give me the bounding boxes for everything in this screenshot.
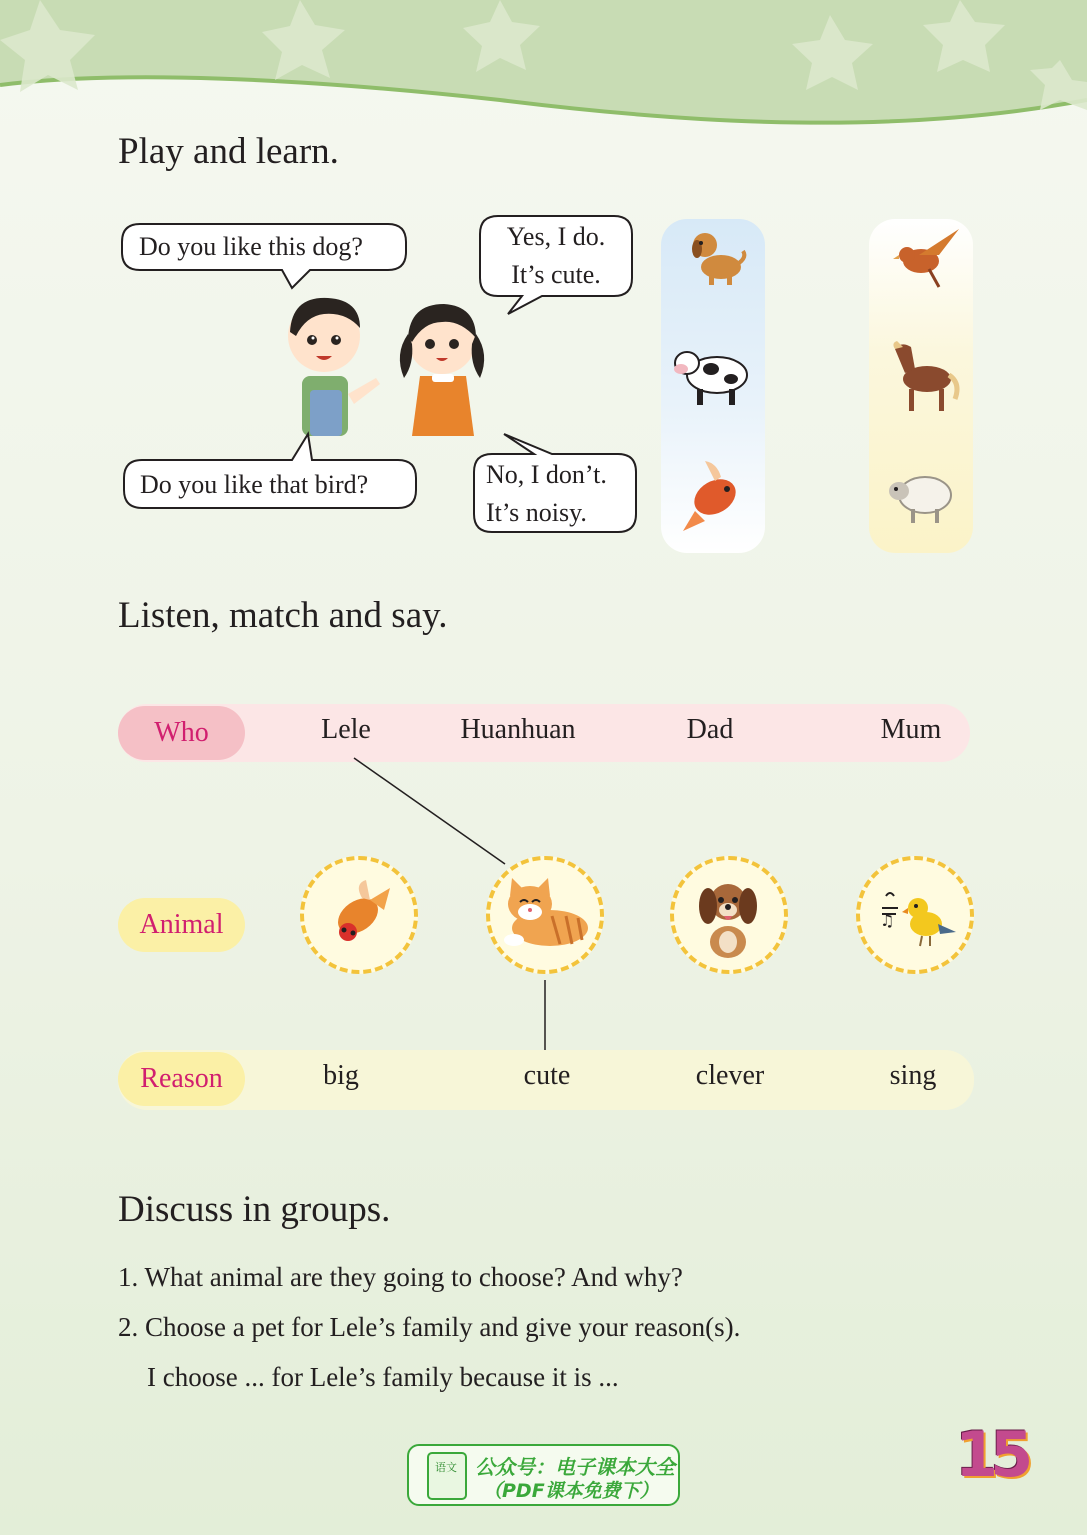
bubble-1-text: Do you like this dog? [139,232,363,261]
animal-label: Animal [118,898,245,952]
bubble-2-line2: It’s cute. [511,260,601,289]
reason-big: big [323,1060,359,1091]
who-huanhuan: Huanhuan [460,714,576,745]
bubble-2-line1: Yes, I do. [506,222,606,251]
reason-clever: clever [695,1060,765,1091]
reason-label: Reason [118,1052,245,1106]
footer-badge [407,1444,680,1506]
question-1: 1. What animal are they going to choose? And why? [118,1262,683,1292]
section-title-play: Play and learn. [118,131,339,172]
section-title-listen: Listen, match and say. [118,595,448,636]
badge-line-2: （PDF课本免费下） [483,1480,659,1502]
book-icon-label: 语文 [435,1461,457,1474]
who-lele: Lele [321,714,371,745]
section-title-discuss: Discuss in groups. [118,1189,391,1230]
question-2: 2. Choose a pet for Lele’s family and give your reason(s). [118,1312,741,1342]
book-icon [427,1452,467,1500]
reason-sing: sing [889,1060,937,1091]
svg-text:♫: ♫ [880,911,895,930]
question-2-prompt: I choose ... for Lele’s family because it is ... [147,1362,619,1392]
bubble-4-line2: It’s noisy. [486,498,587,527]
reason-cute: cute [523,1060,571,1091]
bubble-3-text: Do you like that bird? [140,470,369,499]
who-dad: Dad [686,714,734,745]
who-label: Who [118,706,245,760]
page-number: 15 [955,1418,1026,1491]
bubble-4-line1: No, I don’t. [486,460,607,489]
who-mum: Mum [880,714,942,745]
badge-line-1: 公众号：电子课本大全 [475,1455,675,1479]
match-line-lele-cat [354,758,505,864]
